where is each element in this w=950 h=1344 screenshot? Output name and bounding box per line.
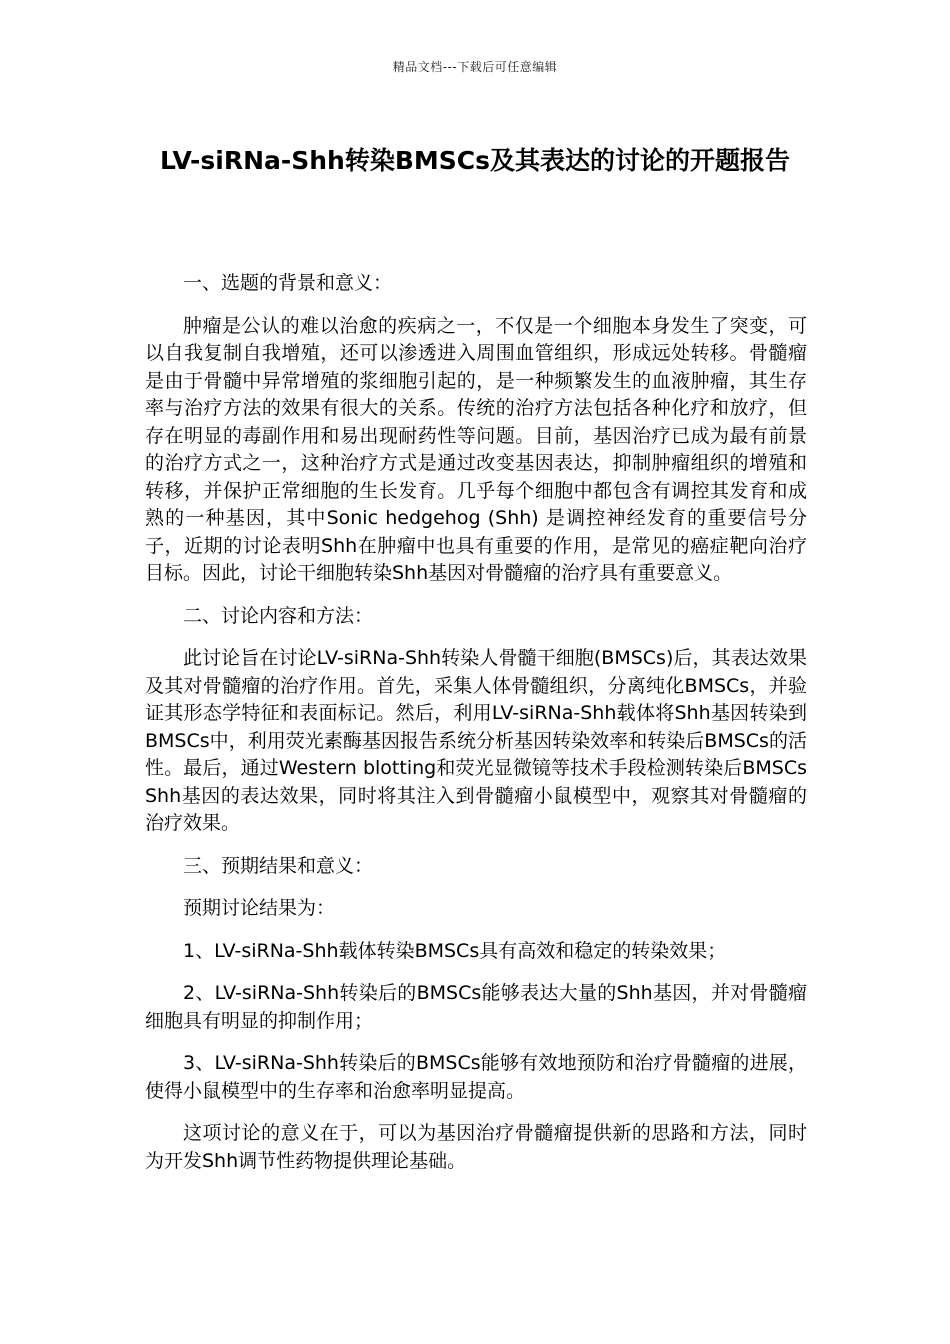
paragraph-background: 肿瘤是公认的难以治愈的疾病之一，不仅是一个细胞本身发生了突变，可以自我复制自我增殖，还可以渗透进入周围血管组织，形成远处转移。骨髓瘤是由于骨髓中异常增殖的浆细胞引起的，是一种频繁发生的血液肿瘤，其生存率与治疗方法的效果有很大的关系。传统的治疗方法包括各种化疗和放疗，但存在明显的毒副作用和易出现耐药性等问题。目前，基因治疗已成为最有前景的治疗方式之一，这种治疗方式是通过改变基因表达，抑制肿瘤组织的增殖和转移，并保护正常细胞的生长发育。几乎每个细胞中都包含有调控其发育和成熟的一种基因，其中Sonic hedgehog (Shh) 是调控神经发育的重要信号分子，近期的讨论表明Shh在肿瘤中也具有重要的作用，是常见的癌症靶向治疗目标。因此，讨论干细胞转染Shh基因对骨髓瘤的治疗具有重要意义。 xyxy=(145,314,807,584)
paragraph-methods: 此讨论旨在讨论LV-siRNa-Shh转染人骨髓干细胞(BMSCs)后，其表达效果及其对骨髓瘤的治疗作用。首先，采集人体骨髓组织，分离纯化BMSCs，并验证其形态学特征和表面标记。然后，利用LV-siRNa-Shh载体将Shh基因转染到BMSCs中，利用荧光素酶基因报告系统分析基因转染效率和转染后BMSCs的活性。最后，通过Western blotting和荧光显微镜等技术手段检测转染后BMSCs Shh基因的表达效果，同时将其注入到骨髓瘤小鼠模型中，观察其对骨髓瘤的治疗效果。 xyxy=(145,647,807,834)
header-note: 精品文档---下载后可任意编辑 xyxy=(392,60,558,74)
section-heading-background: 一、选题的背景和意义： xyxy=(183,272,393,294)
expected-result-item-1: 1、LV-siRNa-Shh载体转染BMSCs具有高效和稳定的转染效果； xyxy=(183,939,727,962)
section-heading-expected-results: 三、预期结果和意义： xyxy=(183,854,374,877)
section-heading-methods: 二、讨论内容和方法： xyxy=(183,604,374,627)
document-title: LV-siRNa-Shh转染BMSCs及其表达的讨论的开题报告 xyxy=(159,146,791,175)
document-body xyxy=(145,270,807,1190)
expected-result-item-2: 2、LV-siRNa-Shh转染后的BMSCs能够表达大量的Shh基因，并对骨髓瘤细胞具有明显的抑制作用； xyxy=(145,982,807,1032)
paragraph-expected-intro: 预期讨论结果为： xyxy=(183,897,336,919)
paragraph-significance: 这项讨论的意义在于，可以为基因治疗骨髓瘤提供新的思路和方法，同时为开发Shh调节性药物提供理论基础。 xyxy=(145,1122,807,1172)
expected-result-item-3: 3、LV-siRNa-Shh转染后的BMSCs能够有效地预防和治疗骨髓瘤的进展，使得小鼠模型中的生存率和治愈率明显提高。 xyxy=(145,1052,807,1102)
